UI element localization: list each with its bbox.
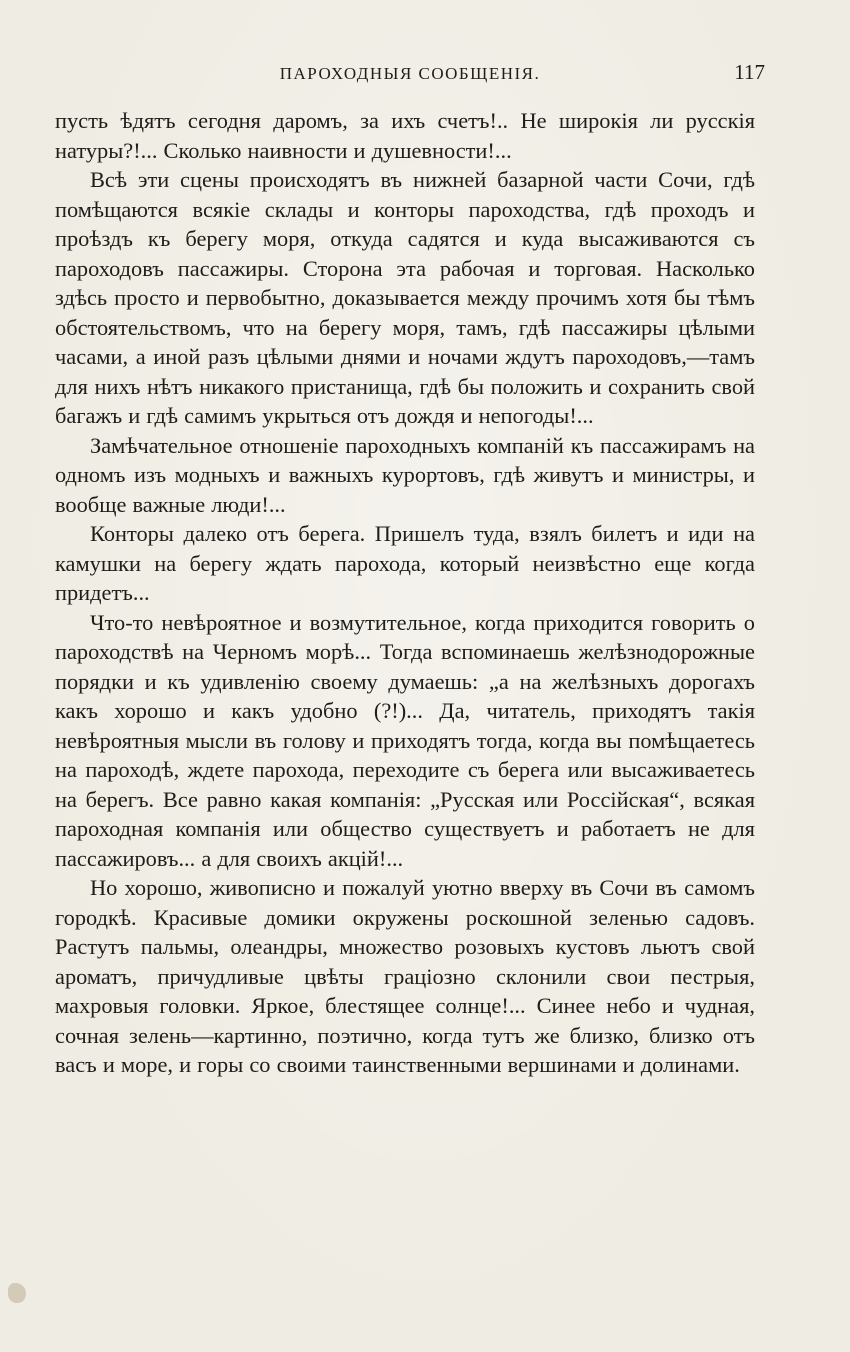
page-header: [55, 58, 765, 92]
paragraph-5: Что-то невѣроятное и возмутительное, когда приходится говорить о пароходствѣ на Черномъ морѣ... Тогда вспоминаешь желѣзнодорожные порядки и къ удивленію своему думаешь: „а на желѣзныхъ дорогахъ какъ хорошо и какъ удобно (?!)... Да, читатель, приходятъ такія невѣроятныя мысли въ голову и приходятъ тогда, когда вы помѣщаетесь на пароходѣ, ждете парохода, переходите съ берега или высаживаетесь на берегъ. Все равно какая компанія: „Русская или Россійская“, всякая пароходная компанія или общество существуетъ и работаетъ не для пассажировъ... а для своихъ акцій!...: [55, 609, 755, 871]
paragraph-4: Конторы далеко отъ берега. Пришелъ туда, взялъ билетъ и иди на камушки на берегу ждать парохода, который неизвѣстно еще когда придетъ...: [55, 521, 755, 605]
running-title: ПАРОХОДНЫЯ СООБЩЕНІЯ.: [279, 64, 541, 83]
paragraph-1: пусть ѣдятъ сегодня даромъ, за ихъ счетъ!.. Не широкія ли русскія натуры?!... Сколько наивности и душевности!...: [55, 108, 755, 163]
body-text: [55, 106, 755, 1080]
paragraph-6: Но хорошо, живописно и пожалуй уютно вверху въ Сочи въ самомъ городкѣ. Красивые домики окружены роскошной зеленью садовъ. Растутъ пальмы, олеандры, множество розовыхъ кустовъ льютъ свой ароматъ, причудливые цвѣты граціозно склонили свои пестрыя, махровыя головки. Яркое, блестящее солнце!... Синее небо и чудная, сочная зелень—картинно, поэтично, когда тутъ же близко, близко отъ васъ и море, и горы со своими таинственными вершинами и долинами.: [55, 875, 755, 1077]
paragraph-3: Замѣчательное отношеніе пароходныхъ компаній къ пассажирамъ на одномъ изъ модныхъ и важныхъ курортовъ, гдѣ живутъ и министры, и вообще важные люди!...: [55, 432, 755, 517]
page-number: 117: [734, 60, 765, 84]
paragraph-2: Всѣ эти сцены происходятъ въ нижней базарной части Сочи, гдѣ помѣщаются всякіе склады и конторы пароходства, гдѣ проходъ и проѣздъ къ берегу моря, откуда садятся и куда высаживаются съ пароходовъ пассажиры. Сторона эта рабочая и торговая. Насколько здѣсь просто и первобытно, доказывается между прочимъ хотя бы тѣмъ обстоятельствомъ, что на берегу моря, тамъ, гдѣ пассажиры цѣлыми часами, а иной разъ цѣлыми днями и ночами ждутъ пароходовъ,—тамъ для нихъ нѣтъ никакого пристанища, гдѣ бы положить и сохранить свой багажъ и гдѣ самимъ укрыться отъ дождя и непогоды!...: [55, 167, 755, 428]
paper-stain: [8, 1283, 26, 1303]
